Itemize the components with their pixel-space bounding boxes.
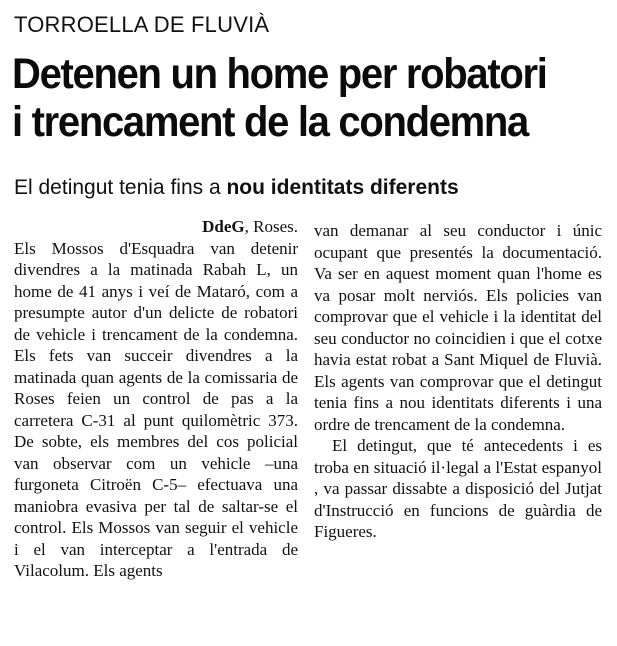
byline-author: DdeG <box>202 217 245 236</box>
byline-location: , Roses. <box>244 217 298 236</box>
subhead-emphasis: nou identitats diferents <box>226 176 459 199</box>
headline-line-1: Detenen un home per robatori <box>12 50 547 98</box>
body-column-right <box>314 220 602 543</box>
body-paragraph-1-part-1: Els Mossos d'Esquadra van detenir divendres a la matinada Rabah L, un home de 41 anys i veí de Mataró, com a presumpte autor d'un delicte de robatori de vehicle i trencament de la condemna. Els fets van succeir divendres a la matinada quan agents de la comissaria de Roses feien un control de pas a la carretera C-31 al punt quilomètric 373. De sobte, els membres del cos policial van observar com un vehicle –una furgoneta Citroën C-5– efectuava una maniobra evasiva per tal de saltar-se el control. Els Mossos van seguir el vehicle i el van interceptar a l'entrada de Vilacolum. Els agents <box>14 238 298 580</box>
headline-line-2: i trencament de la condemna <box>12 98 528 146</box>
body-column-left <box>14 216 298 582</box>
subhead-text: El detingut tenia fins a <box>14 176 221 199</box>
byline <box>14 216 298 238</box>
body-paragraph-1-part-2: van demanar al seu conductor i únic ocupant que presentés la documentació. Va ser en aquest moment quan l'home es va posar molt nerviós. Els policies van comprovar que el vehicle i la identitat del seu conductor no coincidien i que el cotxe havia estat robat a Sant Miquel de Fluvià. Els agents van comprovar que el detingut tenia fins a nou identitats diferents i una ordre de trencament de la condemna. <box>314 221 602 434</box>
section-label: TORROELLA DE FLUVIÀ <box>14 12 270 37</box>
body-paragraph-2: El detingut, que té antecedents i es troba en situació il·legal a l'Estat espanyol , va passar dissabte a disposició del Jutjat d'Instrucció en funcions de guàrdia de Figueres. <box>314 436 602 541</box>
subheadline <box>14 175 459 201</box>
headline <box>12 50 570 146</box>
